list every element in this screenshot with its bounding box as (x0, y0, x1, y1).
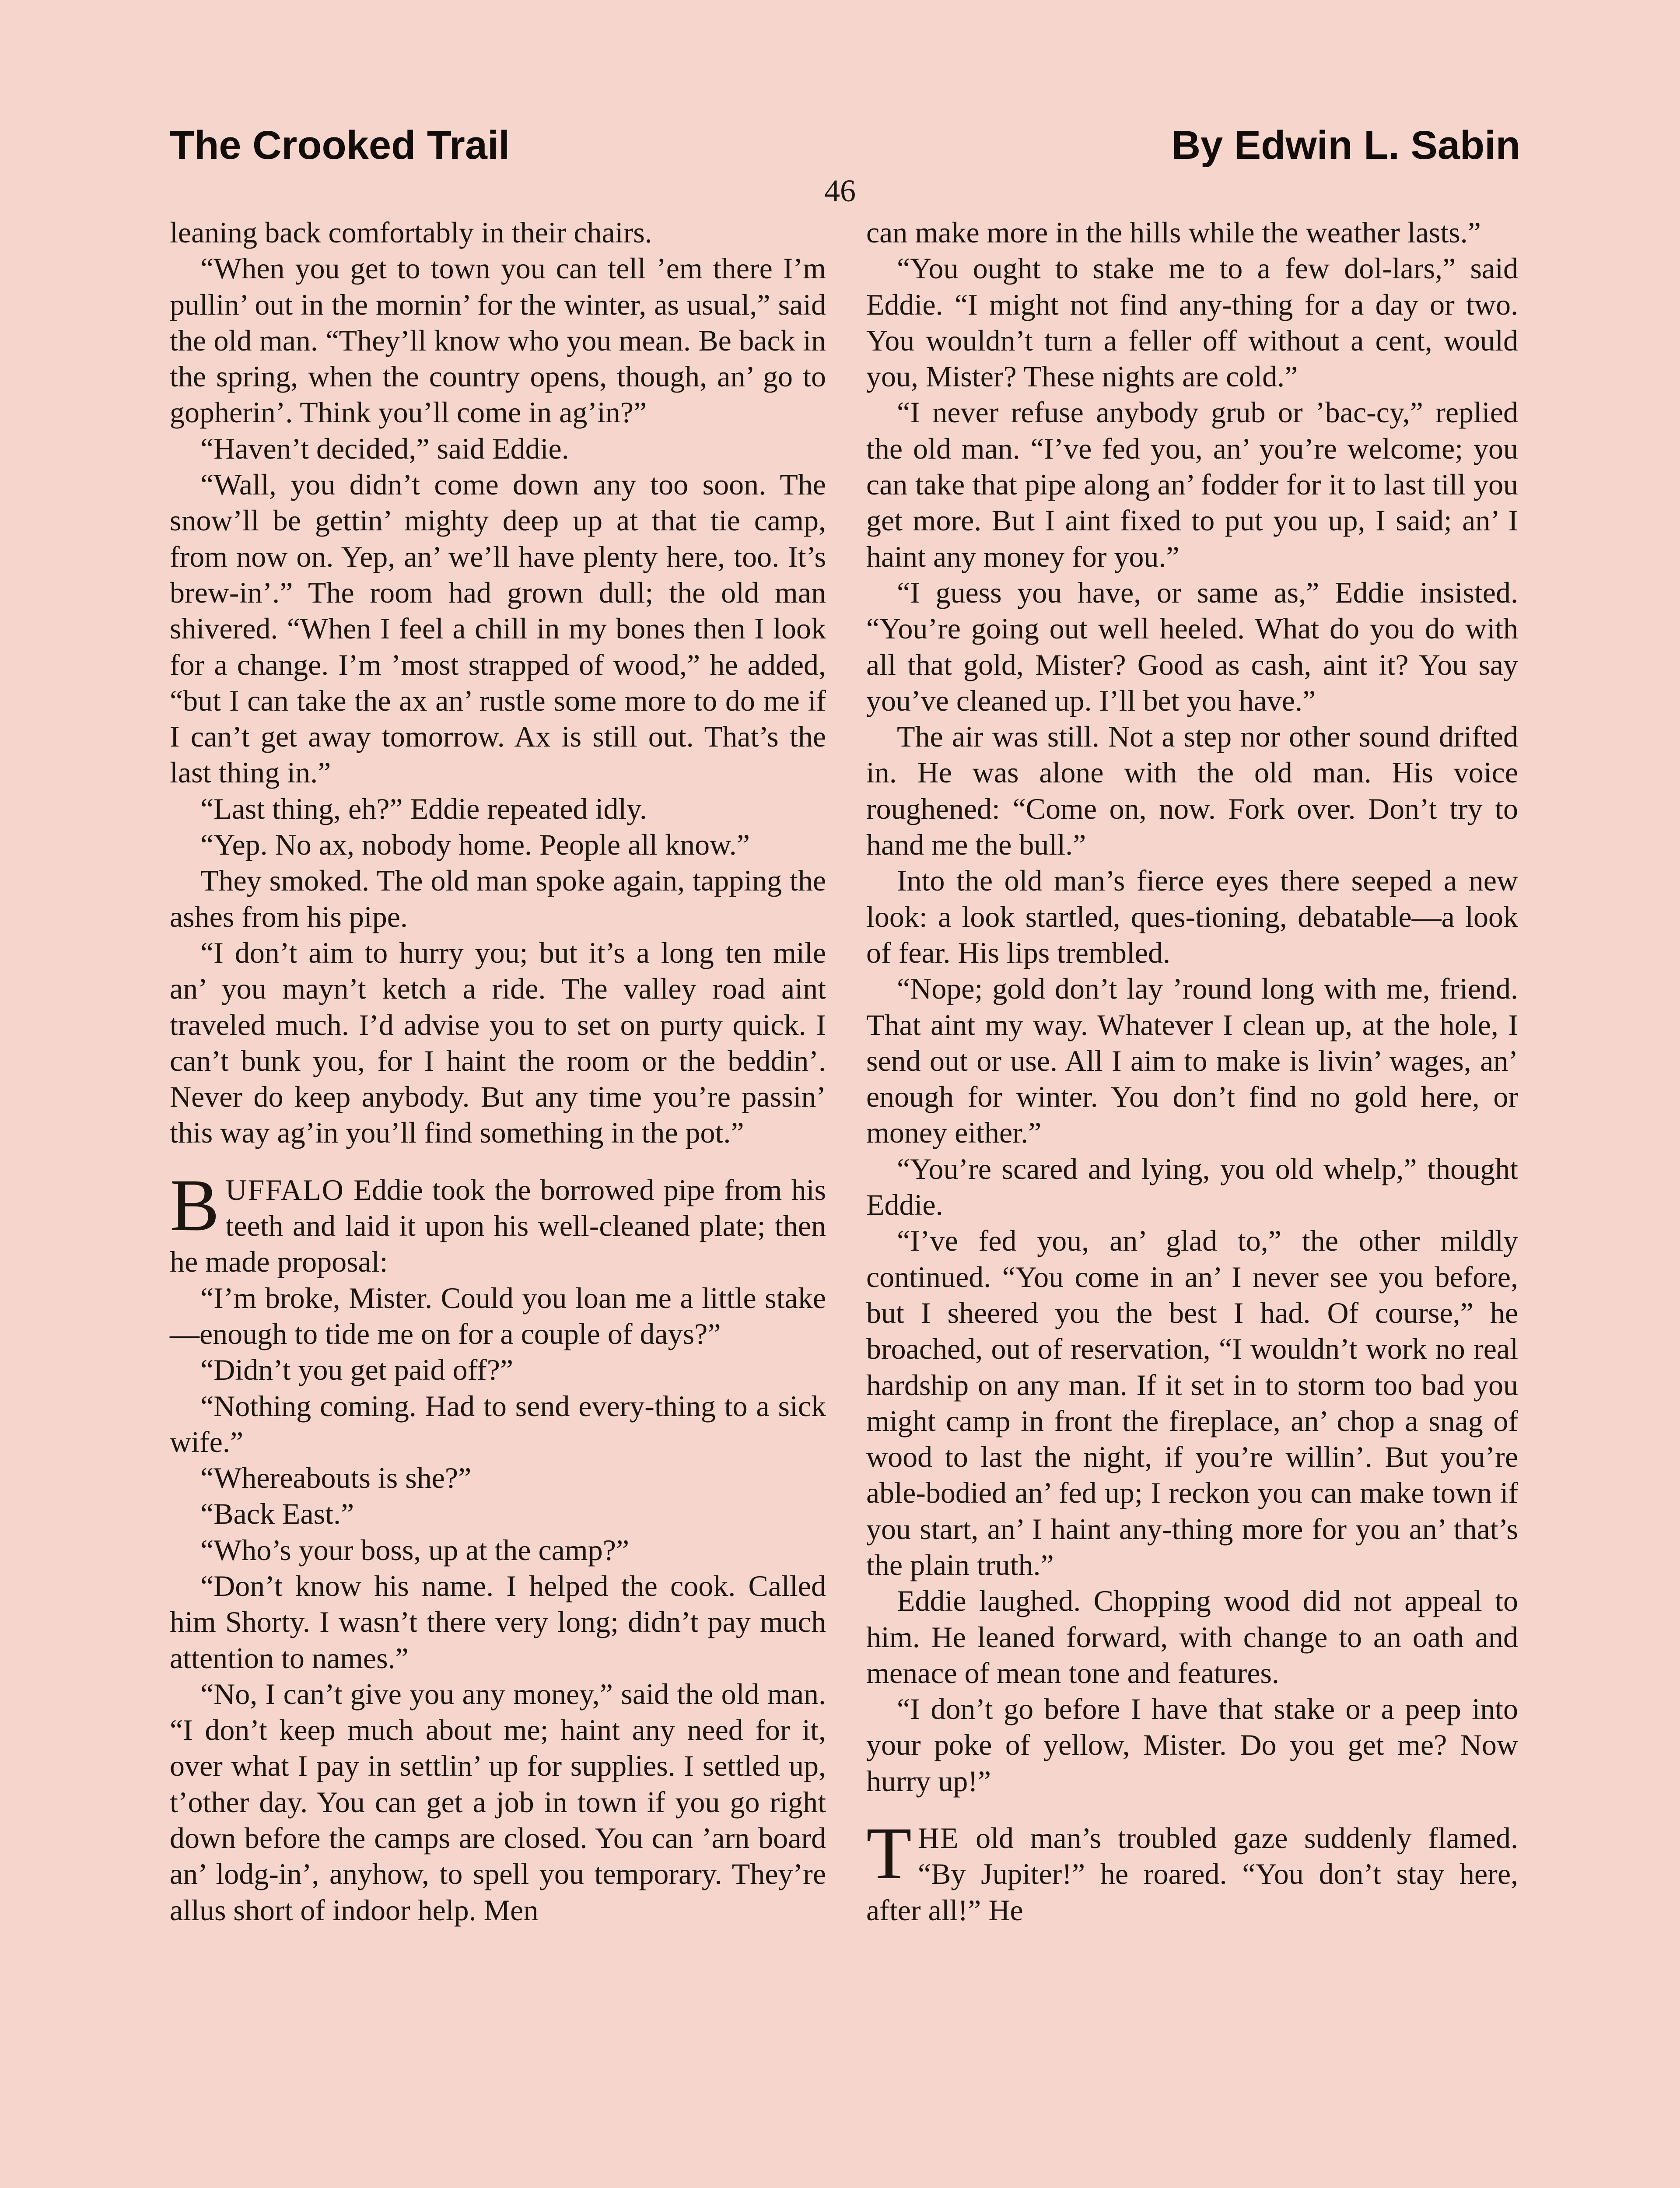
page-number: 46 (824, 173, 856, 208)
paragraph: The air was still. Not a step nor other sound drifted in. He was alone with the old man. His voice roughened: “Come on, now. Fork over. Don’t try to hand me the bull.” (866, 720, 1518, 862)
section-lead-word: HE (917, 1821, 959, 1855)
paragraph: “I don’t aim to hurry you; but it’s a long ten mile an’ you mayn’t ketch a ride. The valley road aint traveled much. I’d advise you to set on purty quick. I can’t bunk you, for I haint the room or the beddin’. Never do keep anybody. But any time you’re passin’ this way ag’in you’ll find something in the pot.” (170, 936, 826, 1150)
paragraph: “Back East.” (200, 1497, 354, 1531)
paragraph: “Whereabouts is she?” (200, 1461, 472, 1495)
paragraph: “I’ve fed you, an’ glad to,” the other mildly continued. “You come in an’ I never see you before, but I sheered you the best I had. Of course,” he broached, out of reservation, “I wouldn’t work no real hardship on any man. If it set in to storm too bad you might camp in front the fireplace, an’ chop a snag of wood to last the night, if you’re willin’. But you’re able-bodied an’ fed up; I reckon you can make town if you start, an’ I haint any-thing more for you an’ that’s the plain truth.” (866, 1224, 1518, 1581)
paragraph: “Yep. No ax, nobody home. People all know.” (200, 828, 750, 862)
paragraph: “Haven’t decided,” said Eddie. (200, 431, 569, 465)
section-opening-paragraph (170, 1164, 826, 1280)
paragraph: “Nope; gold don’t lay ’round long with me, friend. That aint my way. Whatever I clean up, at the hole, I send out or use. All I aim to make is livin’ wages, an’ enough for winter. You don’t find no gold here, or money either.” (866, 972, 1518, 1150)
paragraph: “You’re scared and lying, you old whelp,” thought Eddie. (866, 1152, 1518, 1222)
paragraph: “I don’t go before I have that stake or a peep into your poke of yellow, Mister. Do you get me? Now hurry up!” (866, 1692, 1518, 1798)
left-text-column (170, 214, 826, 1928)
running-header (170, 123, 1520, 175)
paragraph: “Nothing coming. Had to send every-thing to a sick wife.” (170, 1389, 826, 1459)
paragraph: “When you get to town you can tell ’em there I’m pullin’ out in the mornin’ for the winter, as usual,” said the old man. “They’ll know who you mean. Be back in the spring, when the country opens, though, an’ go to gopherin’. Think you’ll come in ag’in?” (170, 252, 826, 429)
section-lead-word: UFFALO (225, 1173, 344, 1206)
paragraph: They smoked. The old man spoke again, tapping the ashes from his pipe. (170, 864, 826, 933)
drop-cap: T (866, 1812, 912, 1895)
paragraph: leaning back comfortably in their chairs. (170, 216, 652, 249)
author-byline: By Edwin L. Sabin (1171, 123, 1520, 168)
paragraph: “Don’t know his name. I helped the cook. Called him Shorty. I wasn’t there very long; didn’t pay much attention to names.” (170, 1569, 826, 1675)
section-text: Eddie took the borrowed pipe from his teeth and laid it upon his well-cleaned plate; then he made proposal: (170, 1173, 826, 1279)
section-opening-paragraph (866, 1812, 1518, 1928)
paragraph: Eddie laughed. Chopping wood did not appeal to him. He leaned forward, with change to an oath and menace of mean tone and features. (866, 1584, 1518, 1690)
right-text-column (866, 214, 1518, 1928)
paragraph: can make more in the hills while the weather lasts.” (866, 216, 1481, 249)
paragraph: Into the old man’s fierce eyes there seeped a new look: a look startled, ques-tioning, debatable—a look of fear. His lips trembled. (866, 864, 1518, 969)
story-title: The Crooked Trail (170, 123, 510, 168)
paragraph: “I guess you have, or same as,” Eddie insisted. “You’re going out well heeled. What do you do with all that gold, Mister? Good as cash, aint it? You say you’ve cleaned up. I’ll bet you have.” (866, 575, 1518, 717)
paragraph: “No, I can’t give you any money,” said the old man. “I don’t keep much about me; haint any need for it, over what I pay in settlin’ up for supplies. I settled up, t’other day. You can get a job in town if you go right down before the camps are closed. You can ’arn board an’ lodg-in’, anyhow, to spell you temporary. They’re allus short of indoor help. Men (170, 1677, 826, 1927)
paragraph: “Didn’t you get paid off?” (200, 1353, 514, 1387)
paragraph: “I’m broke, Mister. Could you loan me a little stake—enough to tide me on for a couple of days?” (170, 1281, 826, 1350)
paragraph: “Who’s your boss, up at the camp?” (200, 1533, 630, 1567)
paragraph: “Wall, you didn’t come down any too soon. The snow’ll be gettin’ mighty deep up at that tie camp, from now on. Yep, an’ we’ll have plenty here, too. It’s brew-in’.” The room had grown dull; the old man shivered. “When I feel a chill in my bones then I look for a change. I’m ’most strapped of wood,” he added, “but I can take the ax an’ rustle some more to do me if I can’t get away tomorrow. Ax is still out. That’s the last thing in.” (170, 468, 826, 789)
section-text: old man’s troubled gaze suddenly flamed. “By Jupiter!” he roared. “You don’t stay here, after all!” He (866, 1821, 1518, 1927)
paragraph: “Last thing, eh?” Eddie repeated idly. (200, 792, 647, 825)
drop-cap: B (170, 1164, 220, 1246)
paragraph: “You ought to stake me to a few dol-lars,” said Eddie. “I might not find any-thing for a day or two. You wouldn’t turn a feller off without a cent, would you, Mister? These nights are cold.” (866, 252, 1518, 393)
paragraph: “I never refuse anybody grub or ’bac-cy,” replied the old man. “I’ve fed you, an’ you’re welcome; you can take that pipe along an’ fodder for it to last till you get more. But I aint fixed to put you up, I said; an’ I haint any money for you.” (866, 396, 1518, 573)
